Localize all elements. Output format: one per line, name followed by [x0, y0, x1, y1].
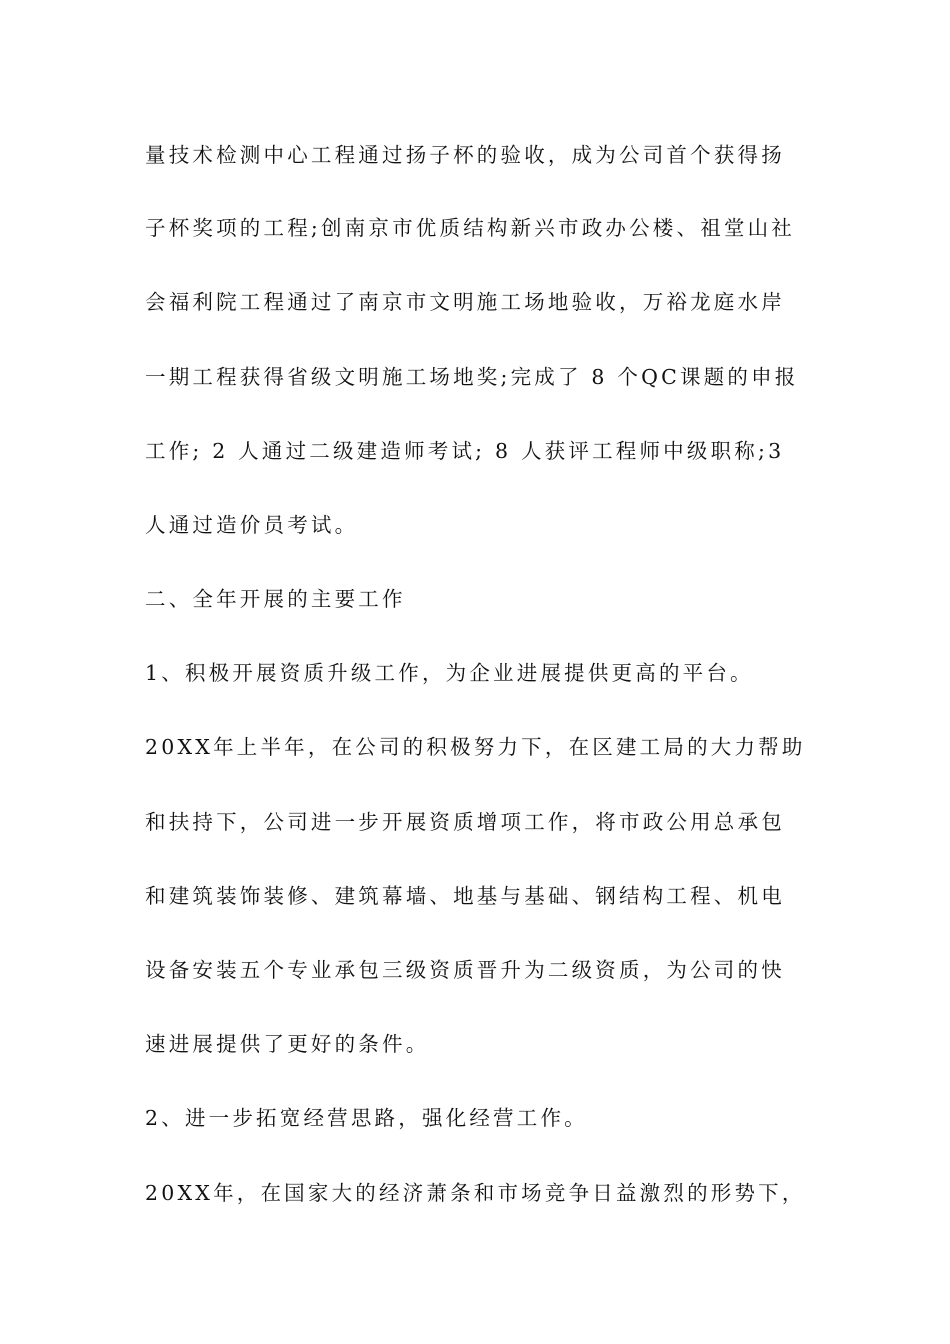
text-line: 量技术检测中心工程通过扬子杯的验收，成为公司首个获得扬 — [145, 143, 785, 167]
text-line: 和扶持下，公司进一步开展资质增项工作，将市政公用总承包 — [145, 810, 785, 834]
text-line: 工作; 2 人通过二级建造师考试; 8 人获评工程师中级职称;3 — [145, 439, 785, 463]
text-line: 设备安装五个专业承包三级资质晋升为二级资质，为公司的快 — [145, 958, 785, 982]
text-line: 20XX年上半年，在公司的积极努力下，在区建工局的大力帮助 — [145, 735, 806, 759]
text-line: 子杯奖项的工程;创南京市优质结构新兴市政办公楼、祖堂山社 — [145, 216, 796, 240]
text-line: 速进展提供了更好的条件。 — [145, 1032, 430, 1056]
subsection-heading: 1、积极开展资质升级工作，为企业进展提供更高的平台。 — [145, 661, 754, 685]
subsection-heading: 2、进一步拓宽经营思路，强化经营工作。 — [145, 1106, 588, 1130]
text-line: 和建筑装饰装修、建筑幕墙、地基与基础、钢结构工程、机电 — [145, 884, 785, 908]
text-line: 人通过造价员考试。 — [145, 513, 359, 537]
text-line: 20XX年，在国家大的经济萧条和市场竞争日益激烈的形势下， — [145, 1181, 806, 1205]
section-heading: 二、全年开展的主要工作 — [145, 587, 406, 611]
text-line: 会福利院工程通过了南京市文明施工场地验收，万裕龙庭水岸 — [145, 290, 785, 314]
text-line: 一期工程获得省级文明施工场地奖;完成了 8 个QC课题的申报 — [145, 365, 799, 389]
